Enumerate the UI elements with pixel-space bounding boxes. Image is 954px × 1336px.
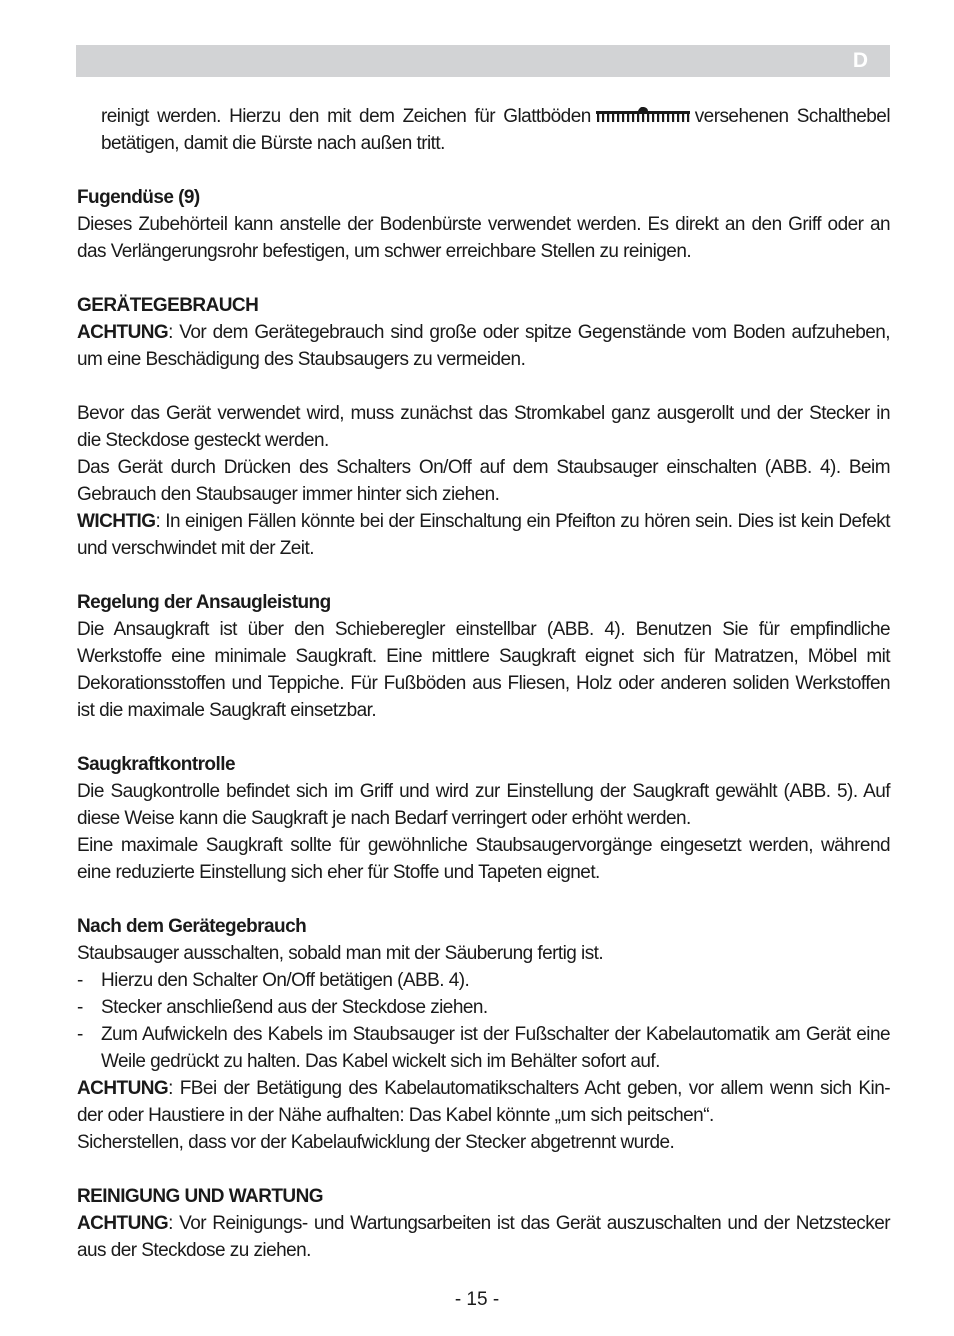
heading-saugkraftkontrolle: Saugkraftkontrolle	[77, 754, 235, 775]
warning-paragraph: ACHTUNG: FBei der Betätigung des Kabelautomatikschalters Acht geben, vor allem wenn sich Kin-der oder Haustiere in der Nähe aufhalten: Das Kabel könnte „um sich peitschen“.	[77, 1078, 890, 1126]
heading-reinigung: REINIGUNG UND WARTUNG	[77, 1186, 323, 1207]
paragraph-saugkontrolle-2: Eine maximale Saugkraft sollte für gewöhnliche Staubsaugervorgänge eingesetzt werden, während eine reduzierte Einstellung sich eher für Stoffe und Tapeten eignet.	[77, 835, 890, 883]
spacer	[77, 886, 890, 913]
paragraph-fugenduese: Dieses Zubehörteil kann anstelle der Bodenbürste verwendet werden. Es direkt an den Griff oder an das Verlängerungsrohr befestigen, um schwer erreichbare Stellen zu reinigen.	[77, 214, 890, 262]
list-item: - Hierzu den Schalter On/Off betätigen (ABB. 4).	[77, 967, 890, 994]
page-content	[77, 103, 890, 1264]
intro-paragraph: reinigt werden. Hierzu den mit dem Zeichen für Glattböden versehenen Schalthebel betätigen, damit die Bürste nach außen tritt.	[101, 106, 890, 154]
page-number: - 15 -	[454, 1289, 500, 1310]
header-bar	[76, 45, 890, 77]
warning-label: ACHTUNG	[77, 1078, 169, 1099]
spacer	[77, 373, 890, 400]
paragraph-power-cable: Bevor das Gerät verwendet wird, muss zunächst das Stromkabel ganz ausgerollt und der Stecker in die Steckdose gesteckt werden.	[77, 403, 890, 451]
paragraph-nach-gebrauch-intro: Staubsauger ausschalten, sobald man mit der Säuberung fertig ist.	[77, 943, 604, 964]
heading-geraetegebrauch: GERÄTEGEBRAUCH	[77, 295, 259, 316]
paragraph-saugkontrolle-1: Die Saugkontrolle befindet sich im Griff und wird zur Einstellung der Saugkraft gewählt (ABB. 5). Auf diese Weise kann die Saugkraft je nach Bedarf verringert oder erhöht werden.	[77, 781, 890, 829]
important-label: WICHTIG	[77, 511, 156, 532]
spacer	[77, 724, 890, 751]
bullet-marker: -	[77, 997, 83, 1018]
warning-paragraph: ACHTUNG: Vor dem Gerätegebrauch sind große oder spitze Gegenstände vom Boden aufzuheben, um eine Beschädigung des Staubsaugers zu vermeiden.	[77, 322, 890, 370]
warning-label: ACHTUNG	[77, 322, 169, 343]
bullet-marker: -	[77, 970, 83, 991]
spacer	[77, 562, 890, 589]
list-item: - Stecker anschließend aus der Steckdose ziehen.	[77, 994, 890, 1021]
heading-fugenduese: Fugendüse (9)	[77, 187, 200, 208]
warning-label: ACHTUNG	[77, 1213, 169, 1234]
paragraph-nach-gebrauch-closing: Sicherstellen, dass vor der Kabelaufwicklung der Stecker abgetrennt wurde.	[77, 1132, 675, 1153]
warning-paragraph: ACHTUNG: Vor Reinigungs- und Wartungsarbeiten ist das Gerät auszuschalten und der Netzstecker aus der Steckdose zu ziehen.	[77, 1213, 890, 1261]
spacer	[77, 157, 890, 184]
spacer	[77, 1156, 890, 1183]
paragraph-regelung: Die Ansaugkraft ist über den Schieberegler einstellbar (ABB. 4). Benutzen Sie für empfindliche Werkstoffe eine minimale Saugkraft. Eine mittlere Saugkraft eignet sich für Matratzen, Möbel mit Dekorationsstoffen und Teppiche. Für Fußböden aus Fliesen, Holz oder anderen soliden Werkstoffen ist die maximale Saugkraft einsetzbar.	[77, 619, 890, 721]
smooth-floor-brush-icon	[595, 107, 691, 123]
bullet-marker: -	[77, 1024, 83, 1045]
language-label: D	[852, 49, 868, 72]
paragraph-switch-on: Das Gerät durch Drücken des Schalters On/Off auf dem Staubsauger einschalten (ABB. 4). Beim Gebrauch den Staubsauger immer hinter sich ziehen.	[77, 457, 890, 505]
important-paragraph: WICHTIG: In einigen Fällen könnte bei der Einschaltung ein Pfeifton zu hören sein. Dies ist kein Defekt und verschwindet mit der Zeit.	[77, 511, 890, 559]
list-item: - Zum Aufwickeln des Kabels im Staubsauger ist der Fußschalter der Kabelautomatik am Gerät eine Weile gedrückt zu halten. Das Kabel wickelt sich im Behälter sofort auf.	[77, 1021, 890, 1075]
heading-nach-gebrauch: Nach dem Gerätegebrauch	[77, 916, 307, 937]
spacer	[77, 265, 890, 292]
heading-regelung: Regelung der Ansaugleistung	[77, 592, 331, 613]
